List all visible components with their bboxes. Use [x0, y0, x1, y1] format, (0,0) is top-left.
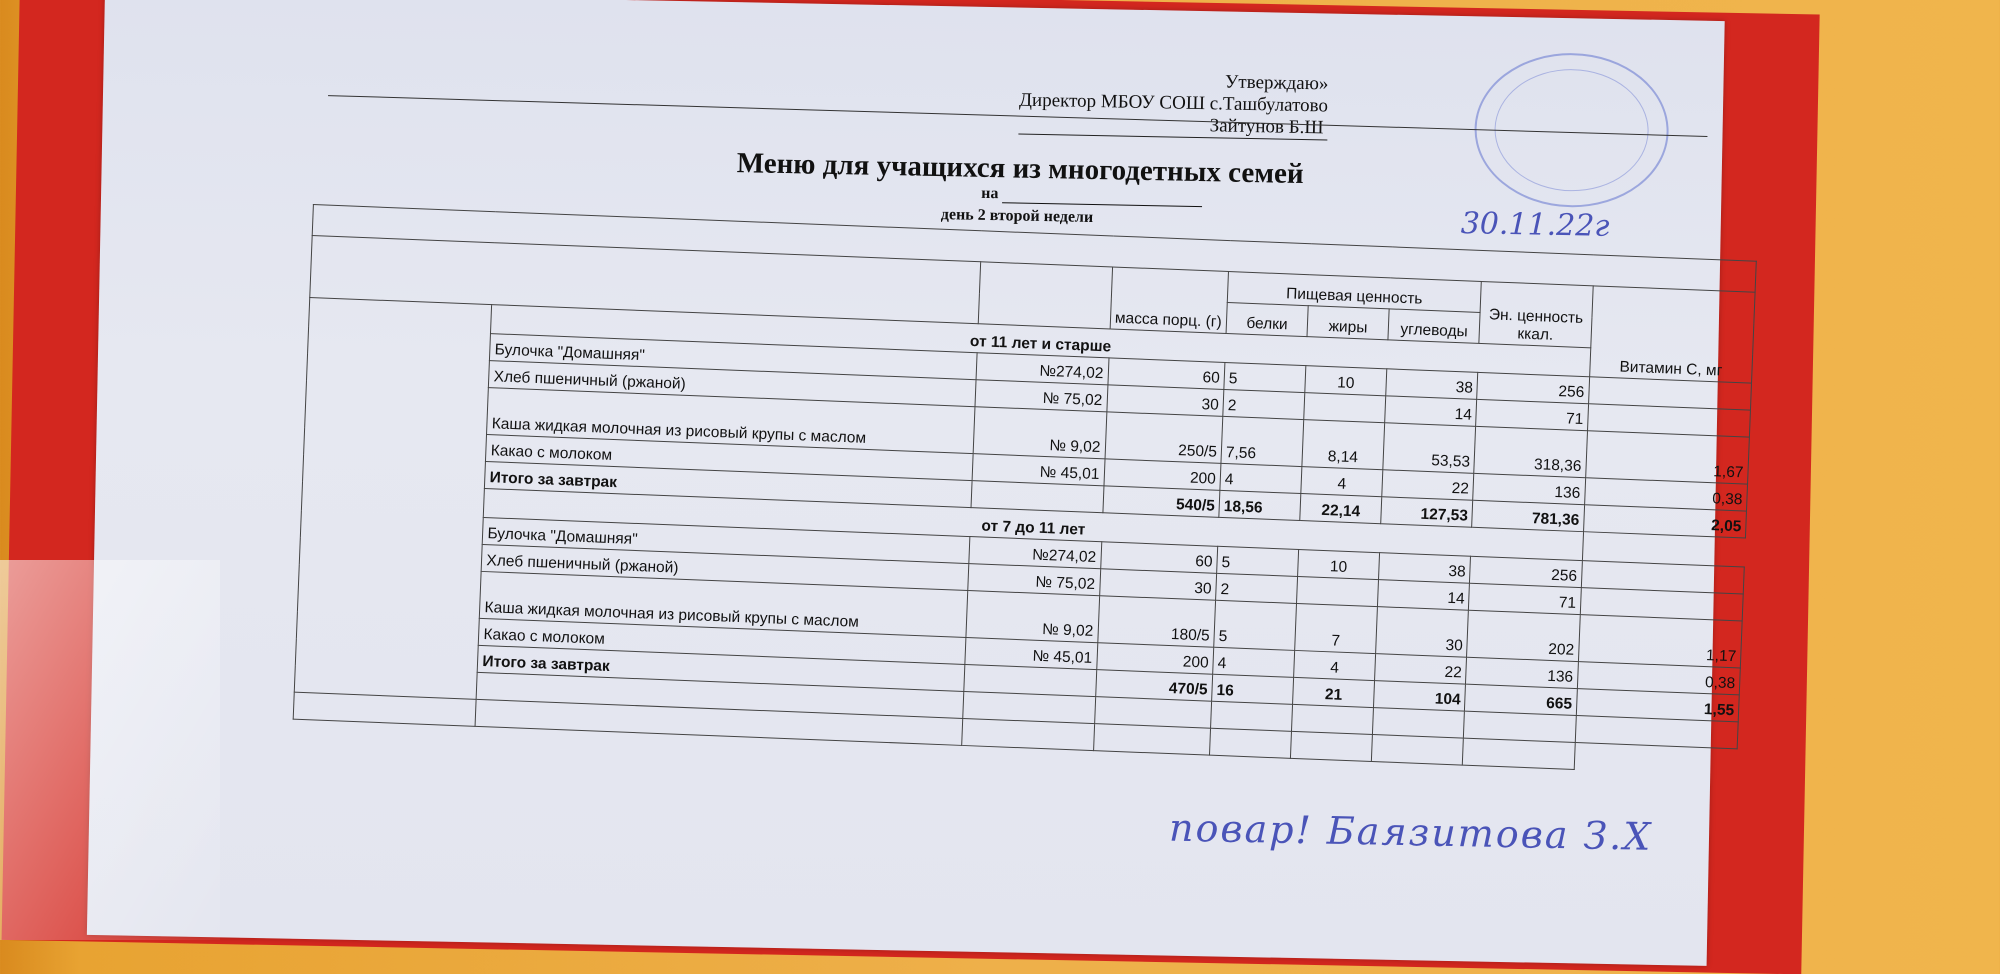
recipe-number: № 45,01 — [965, 637, 1098, 669]
fats: 7 — [1295, 603, 1378, 653]
kcal: 71 — [1476, 399, 1588, 430]
total-mass: 540/5 — [1102, 486, 1220, 518]
dish-name: Булочка "Домашняя" — [490, 334, 977, 380]
carbs: 14 — [1378, 580, 1470, 611]
cook-signature: повар! Баязитова З.Х — [1168, 805, 1653, 859]
total-mass: 470/5 — [1095, 670, 1213, 702]
recipe-number: № 9,02 — [973, 407, 1106, 459]
page-title: Меню для учащихся из многодетных семей — [736, 147, 1304, 191]
dish-name: Хлеб пшеничный (ржаной) — [482, 544, 969, 590]
carbs: 53,53 — [1383, 423, 1476, 474]
fats: 10 — [1298, 549, 1380, 579]
recipe-number: № 75,02 — [968, 564, 1101, 596]
header-nutrition: Пищевая ценность — [1227, 272, 1481, 313]
section-label: от 7 до 11 лет — [484, 488, 1584, 560]
proteins: 2 — [1223, 389, 1305, 419]
fats — [1304, 393, 1386, 423]
proteins: 7,56 — [1221, 416, 1304, 466]
fats: 4 — [1301, 467, 1383, 497]
dish-name: Каша жидкая молочная из рисовый крупы с маслом — [480, 571, 968, 637]
recipe-number: № 45,01 — [972, 454, 1105, 486]
menu-table — [293, 204, 1757, 776]
proteins: 5 — [1217, 546, 1299, 576]
portion-mass: 30 — [1106, 385, 1224, 417]
total-carbs: 104 — [1374, 681, 1466, 712]
kcal: 136 — [1473, 473, 1585, 504]
portion-mass: 60 — [1107, 358, 1225, 390]
dish-name: Какао с молоком — [479, 618, 966, 664]
kcal: 71 — [1469, 583, 1581, 614]
dish-name: Каша жидкая молочная из рисовый крупы с маслом — [487, 388, 975, 454]
kcal: 202 — [1467, 610, 1580, 661]
proteins: 5 — [1214, 600, 1297, 650]
menu-sheet — [87, 0, 1744, 966]
vitamin-c: 1,17 — [1578, 615, 1742, 668]
approval-block — [1018, 68, 1328, 141]
carbs: 22 — [1375, 654, 1467, 685]
recipe-number: № 75,02 — [975, 380, 1108, 412]
fats: 10 — [1305, 366, 1387, 396]
portion-mass: 180/5 — [1097, 596, 1215, 648]
carbs: 38 — [1386, 369, 1478, 400]
portion-mass: 200 — [1103, 459, 1221, 491]
proteins: 5 — [1224, 362, 1306, 392]
total-label: Итого за завтрак — [485, 462, 972, 508]
proteins: 4 — [1220, 463, 1302, 493]
carbs: 14 — [1385, 396, 1477, 427]
recipe-number: № 9,02 — [966, 591, 1099, 643]
total-carbs: 127,53 — [1381, 497, 1473, 528]
kcal: 256 — [1470, 556, 1582, 587]
date-blank — [1002, 188, 1202, 207]
total-label: Итого за завтрак — [478, 645, 965, 691]
vitamin-c: 0,38 — [1577, 662, 1740, 695]
carbs: 30 — [1376, 607, 1469, 658]
day-label: день 2 второй недели — [940, 206, 1094, 227]
total-vitamin-c: 2,05 — [1583, 505, 1746, 538]
handwritten-date: 30.11.22г — [1460, 206, 1610, 244]
date-label: на — [981, 184, 999, 203]
recipe-number: №274,02 — [976, 353, 1109, 385]
fats: 8,14 — [1302, 420, 1385, 470]
kcal: 318,36 — [1474, 426, 1587, 477]
header-empty-2 — [978, 262, 1112, 329]
total-kcal: 665 — [1465, 684, 1577, 715]
header-vitamin: Витамин С, мг — [1589, 286, 1755, 383]
kcal: 136 — [1466, 657, 1578, 688]
header-proteins: белки — [1226, 303, 1308, 337]
kcal: 256 — [1477, 372, 1589, 403]
total-vitamin-c: 1,55 — [1576, 689, 1739, 722]
portion-mass: 60 — [1100, 542, 1218, 574]
proteins: 4 — [1213, 647, 1295, 677]
approval-line-1: Утверждаю» — [1224, 71, 1329, 95]
total-kcal: 781,36 — [1472, 500, 1584, 531]
fats: 4 — [1294, 650, 1376, 680]
portion-mass: 200 — [1096, 643, 1214, 675]
portion-mass: 30 — [1099, 569, 1217, 601]
header-mass: масса порц. (г) — [1110, 267, 1229, 334]
date-line — [981, 185, 1203, 207]
dish-name: Булочка "Домашняя" — [483, 517, 970, 563]
vitamin-c: 0,38 — [1584, 478, 1747, 511]
carbs: 38 — [1379, 553, 1471, 584]
portion-mass: 250/5 — [1105, 412, 1223, 464]
section-label: от 11 лет и старше — [491, 305, 1591, 377]
approval-line-3: Зайтунов Б.Ш — [1018, 112, 1327, 141]
vitamin-c: 1,67 — [1585, 431, 1749, 484]
header-fats: жиры — [1307, 306, 1389, 340]
approval-line-2: Директор МБОУ СОШ с.Ташбулатово — [1018, 89, 1329, 117]
recipe-number: №274,02 — [969, 537, 1102, 569]
carbs: 22 — [1382, 470, 1474, 501]
dish-name: Какао с молоком — [486, 435, 973, 481]
total-fats: 21 — [1293, 677, 1375, 707]
proteins: 2 — [1216, 573, 1298, 603]
left-margin-column — [294, 297, 492, 699]
total-fats: 22,14 — [1300, 494, 1382, 524]
header-carbs: углеводы — [1388, 309, 1480, 344]
total-proteins: 18,56 — [1219, 490, 1301, 520]
dish-name: Хлеб пшеничный (ржаной) — [489, 361, 976, 407]
total-proteins: 16 — [1212, 674, 1294, 704]
header-energy: Эн. ценность ккал. — [1479, 281, 1593, 347]
fats — [1297, 576, 1379, 606]
